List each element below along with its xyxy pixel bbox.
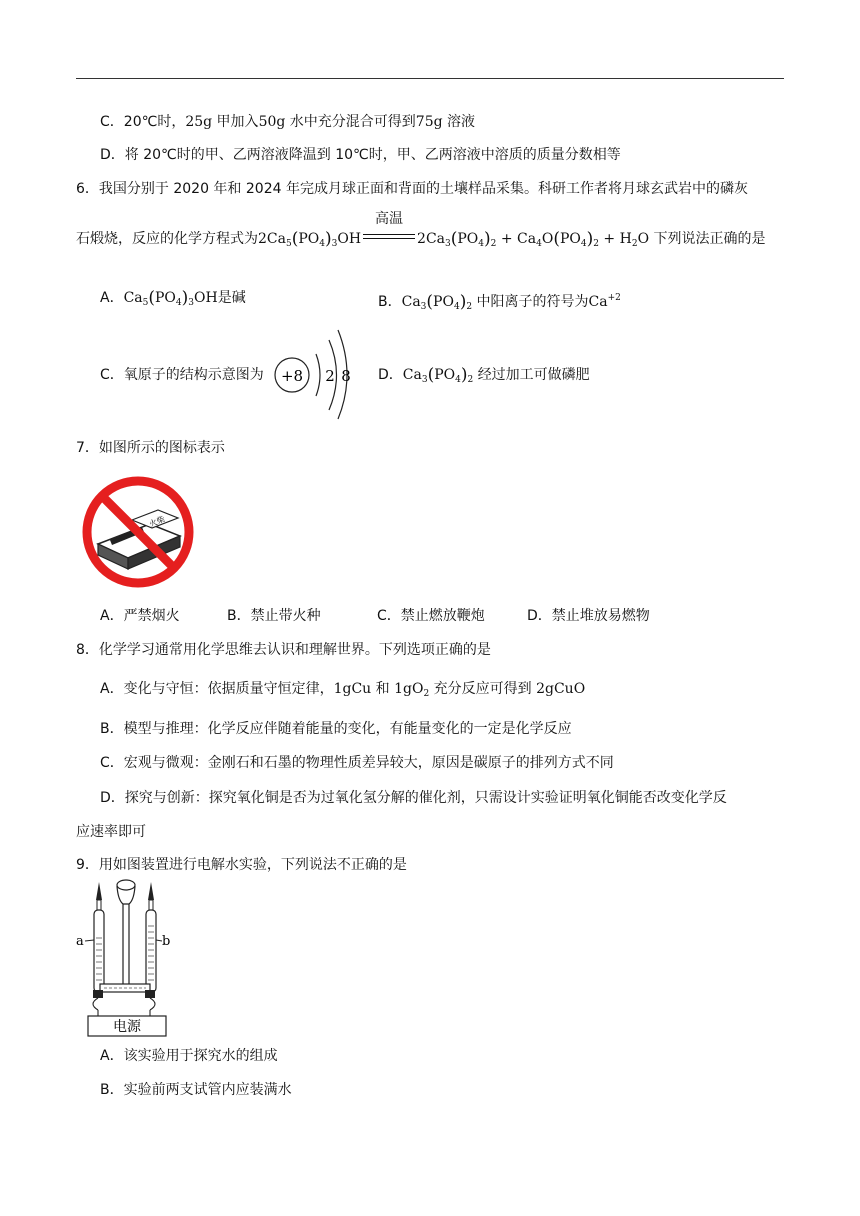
q6-option-b[interactable]	[378, 288, 621, 317]
q8-option-a[interactable]	[100, 679, 585, 704]
text: A．变化与守恒：依据质量守恒定律，	[100, 681, 334, 697]
text: 石煅烧，反应的化学方程式为	[76, 231, 258, 247]
tube-b-label: b	[162, 934, 171, 949]
header-rule	[76, 78, 784, 79]
option-letter: B．	[378, 294, 402, 310]
q6-stem-line1: 6．我国分别于 2020 年和 2024 年完成月球正面和背面的土壤样品采集。科研工作者将月球玄武岩中的磷灰	[76, 181, 748, 197]
mass-value: 75g	[415, 114, 443, 130]
text: 是碱	[217, 290, 246, 306]
q5-option-c[interactable]	[100, 112, 475, 132]
electrolysis-apparatus-diagram	[74, 878, 186, 1040]
text: 20℃时，	[123, 114, 186, 130]
ion-charge: +2	[607, 293, 621, 303]
shell-1-electrons: 2	[325, 367, 335, 385]
q8-option-c[interactable]: C．宏观与微观：金刚石和石墨的物理性质差异较大，原因是碳原子的排列方式不同	[100, 755, 614, 771]
q9-stem: 9．用如图装置进行电解水实验，下列说法不正确的是	[76, 857, 407, 873]
q8-option-d-line2: 应速率即可	[76, 824, 146, 840]
matchbox-label: 火柴	[147, 514, 167, 529]
ion-symbol: Ca	[588, 294, 608, 310]
mass-value: 25g	[185, 114, 213, 130]
no-matches-sign-icon	[80, 474, 196, 590]
formula: $Ca_5(PO_4)_3OH$	[123, 288, 218, 308]
q6-option-a[interactable]	[100, 288, 246, 313]
power-supply-label: 电源	[113, 1019, 141, 1035]
formula: $Ca_3(PO_4)_2$	[401, 292, 473, 312]
q6-option-d[interactable]	[378, 365, 590, 390]
q9-option-b[interactable]: B．实验前两支试管内应装满水	[100, 1082, 292, 1098]
q7-stem: 7．如图所示的图标表示	[76, 440, 225, 456]
mass-value: 2gCuO	[536, 681, 586, 697]
q8-stem: 8．化学学习通常用化学思维去认识和理解世界。下列选项正确的是	[76, 642, 491, 658]
q8-option-b[interactable]: B．模型与推理：化学反应伴随着能量的变化，有能量变化的一定是化学反应	[100, 721, 572, 737]
text: C．氧原子的结构示意图为	[100, 367, 264, 383]
mass-value: 50g	[258, 114, 286, 130]
option-letter: D．	[378, 367, 403, 383]
q7-option-a[interactable]: A．严禁烟火	[100, 608, 180, 624]
text: 溶液	[442, 114, 476, 130]
text: 下列说法正确的是	[653, 231, 766, 247]
oxygen-atom-structure-diagram	[272, 328, 356, 420]
q6-stem-line2	[76, 211, 766, 254]
mass-value: 1gCu	[333, 681, 372, 697]
q5-option-d[interactable]: D．将 20℃时的甲、乙两溶液降温到 10℃时，甲、乙两溶液中溶质的质量分数相等	[100, 147, 621, 163]
q7-option-d[interactable]: D．禁止堆放易燃物	[527, 608, 650, 624]
option-letter: A．	[100, 290, 124, 306]
shell-2-electrons: 8	[341, 367, 351, 385]
text: 经过加工可做磷肥	[477, 367, 590, 383]
subscript: 2	[423, 689, 430, 699]
q9-option-a[interactable]: A．该实验用于探究水的组成	[100, 1048, 278, 1064]
reaction-condition: 高温	[375, 211, 404, 227]
text: 水中充分混合可得到	[285, 114, 416, 130]
text: 和	[371, 681, 395, 697]
q6-option-c[interactable]	[100, 365, 264, 385]
option-letter: C．	[100, 114, 124, 130]
nucleus-charge: +8	[280, 367, 304, 385]
q8-option-d-line1[interactable]: D．探究与创新：探究氧化铜是否为过氧化氢分解的催化剂，只需设计实验证明氧化铜能否改变化学反	[100, 790, 727, 806]
q7-option-b[interactable]: B．禁止带火种	[227, 608, 321, 624]
chemical-equation: $2Ca_5(PO_4)_3OH$ 高温 $2Ca_3(PO_4)_2 + Ca_4O(PO_4)_2 + H_2O$	[258, 211, 650, 249]
text: 甲加入	[212, 114, 259, 130]
reaction-arrow	[363, 211, 415, 249]
formula: $Ca_3(PO_4)_2$	[402, 365, 474, 385]
mass-value: 1gO	[394, 681, 424, 697]
text: 中阳离子的符号为	[476, 294, 589, 310]
tube-a-label: a	[76, 934, 84, 949]
electron-shell-1	[316, 354, 320, 396]
text: 充分反应可得到	[429, 681, 537, 697]
q7-option-c[interactable]: C．禁止燃放鞭炮	[377, 608, 485, 624]
